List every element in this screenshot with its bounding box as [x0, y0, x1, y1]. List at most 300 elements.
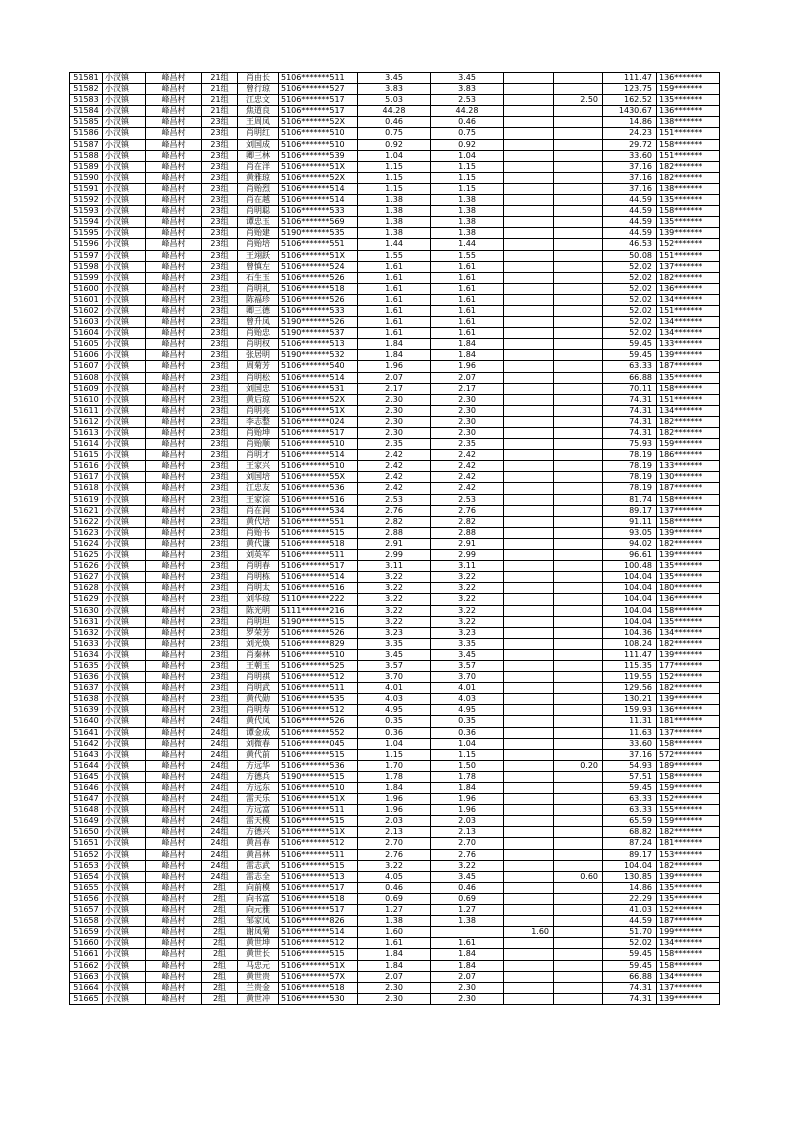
area-c-cell	[554, 816, 603, 827]
village-cell: 峰昌村	[146, 317, 202, 328]
area-b-cell	[504, 794, 554, 805]
table-row	[70, 738, 720, 749]
group-cell: 23组	[202, 660, 238, 671]
town-cell: 小汊镇	[103, 439, 146, 450]
town-cell: 小汊镇	[103, 228, 146, 239]
area-total-cell: 1.84	[358, 960, 431, 971]
area-b-cell	[504, 283, 554, 294]
village-cell: 峰昌村	[146, 84, 202, 95]
village-cell: 峰昌村	[146, 95, 202, 106]
town-cell: 小汊镇	[103, 472, 146, 483]
area-total-cell: 3.22	[358, 594, 431, 605]
area-b-cell	[504, 416, 554, 427]
amount-cell: 11.31	[603, 716, 657, 727]
table-row	[70, 161, 720, 172]
area-total-cell: 4.01	[358, 683, 431, 694]
phone-number-cell: 130*******	[657, 472, 720, 483]
area-a-cell: 2.30	[431, 405, 504, 416]
group-cell: 23组	[202, 505, 238, 516]
area-b-cell	[504, 505, 554, 516]
row-number-cell: 51657	[70, 905, 103, 916]
village-cell: 峰昌村	[146, 527, 202, 538]
area-total-cell: 1.38	[358, 217, 431, 228]
area-b-cell	[504, 95, 554, 106]
town-cell: 小汊镇	[103, 450, 146, 461]
area-total-cell: 1.84	[358, 949, 431, 960]
phone-number-cell: 135*******	[657, 195, 720, 206]
village-cell: 峰昌村	[146, 905, 202, 916]
phone-number-cell: 152*******	[657, 672, 720, 683]
town-cell: 小汊镇	[103, 317, 146, 328]
area-b-cell	[504, 716, 554, 727]
person-name-cell: 谢凤菊	[238, 927, 279, 938]
town-cell: 小汊镇	[103, 971, 146, 982]
table-row	[70, 749, 720, 760]
row-number-cell: 51639	[70, 705, 103, 716]
amount-cell: 63.33	[603, 805, 657, 816]
area-c-cell	[554, 594, 603, 605]
area-c-cell	[554, 583, 603, 594]
area-b-cell	[504, 838, 554, 849]
group-cell: 23组	[202, 516, 238, 527]
area-c-cell	[554, 949, 603, 960]
amount-cell: 37.16	[603, 172, 657, 183]
amount-cell: 100.48	[603, 561, 657, 572]
area-b-cell	[504, 228, 554, 239]
id-number-cell: 5106*******527	[279, 84, 358, 95]
area-b-cell	[504, 960, 554, 971]
table-row	[70, 73, 720, 84]
area-a-cell: 1.27	[431, 905, 504, 916]
area-b-cell	[504, 372, 554, 383]
group-cell: 23组	[202, 383, 238, 394]
phone-number-cell: 136*******	[657, 73, 720, 84]
person-name-cell: 黄昌林	[238, 849, 279, 860]
id-number-cell: 5190*******515	[279, 771, 358, 782]
phone-number-cell: 151*******	[657, 250, 720, 261]
person-name-cell: 雷志全	[238, 871, 279, 882]
area-b-cell	[504, 705, 554, 716]
phone-number-cell: 139*******	[657, 550, 720, 561]
area-c-cell: 2.50	[554, 95, 603, 106]
id-number-cell: 5106*******510	[279, 139, 358, 150]
person-name-cell: 方远华	[238, 760, 279, 771]
person-name-cell: 肖明寿	[238, 705, 279, 716]
area-c-cell	[554, 916, 603, 927]
area-a-cell: 2.30	[431, 416, 504, 427]
area-total-cell: 0.35	[358, 716, 431, 727]
town-cell: 小汊镇	[103, 272, 146, 283]
group-cell: 23组	[202, 638, 238, 649]
town-cell: 小汊镇	[103, 893, 146, 904]
area-b-cell	[504, 594, 554, 605]
area-c-cell	[554, 183, 603, 194]
area-b-cell	[504, 183, 554, 194]
group-cell: 23组	[202, 572, 238, 583]
area-a-cell: 2.07	[431, 971, 504, 982]
area-c-cell	[554, 172, 603, 183]
phone-number-cell: 182*******	[657, 161, 720, 172]
table-row	[70, 239, 720, 250]
amount-cell: 104.04	[603, 594, 657, 605]
area-c-cell	[554, 516, 603, 527]
area-c-cell	[554, 217, 603, 228]
person-name-cell: 黄代培	[238, 516, 279, 527]
person-name-cell: 陈光明	[238, 605, 279, 616]
table-row	[70, 261, 720, 272]
town-cell: 小汊镇	[103, 183, 146, 194]
person-name-cell: 刘华琼	[238, 594, 279, 605]
person-name-cell: 黄世坤	[238, 938, 279, 949]
table-row	[70, 993, 720, 1004]
group-cell: 24组	[202, 860, 238, 871]
person-name-cell: 卿三林	[238, 150, 279, 161]
table-row	[70, 638, 720, 649]
area-total-cell: 3.22	[358, 572, 431, 583]
row-number-cell: 51582	[70, 84, 103, 95]
amount-cell: 37.16	[603, 749, 657, 760]
area-total-cell: 3.70	[358, 672, 431, 683]
phone-number-cell: 158*******	[657, 949, 720, 960]
area-c-cell: 0.60	[554, 871, 603, 882]
group-cell: 23组	[202, 538, 238, 549]
town-cell: 小汊镇	[103, 250, 146, 261]
area-c-cell	[554, 239, 603, 250]
village-cell: 峰昌村	[146, 239, 202, 250]
row-number-cell: 51653	[70, 860, 103, 871]
amount-cell: 54.93	[603, 760, 657, 771]
town-cell: 小汊镇	[103, 328, 146, 339]
area-b-cell	[504, 84, 554, 95]
person-name-cell: 黄雅琼	[238, 172, 279, 183]
town-cell: 小汊镇	[103, 638, 146, 649]
area-a-cell: 4.95	[431, 705, 504, 716]
area-c-cell	[554, 694, 603, 705]
person-name-cell: 肖在越	[238, 195, 279, 206]
phone-number-cell: 159*******	[657, 439, 720, 450]
area-total-cell: 2.70	[358, 838, 431, 849]
area-b-cell	[504, 882, 554, 893]
area-b-cell	[504, 294, 554, 305]
area-c-cell	[554, 849, 603, 860]
person-name-cell: 黄昌春	[238, 838, 279, 849]
table-row	[70, 971, 720, 982]
area-total-cell: 1.96	[358, 805, 431, 816]
area-a-cell: 2.35	[431, 439, 504, 450]
amount-cell: 65.59	[603, 816, 657, 827]
person-name-cell: 曾升凤	[238, 317, 279, 328]
amount-cell: 123.75	[603, 84, 657, 95]
row-number-cell: 51593	[70, 206, 103, 217]
table-row	[70, 383, 720, 394]
area-c-cell	[554, 727, 603, 738]
amount-cell: 93.05	[603, 527, 657, 538]
village-cell: 峰昌村	[146, 783, 202, 794]
town-cell: 小汊镇	[103, 938, 146, 949]
area-total-cell: 4.95	[358, 705, 431, 716]
area-c-cell	[554, 927, 603, 938]
person-name-cell: 兰贵金	[238, 982, 279, 993]
area-b-cell	[504, 161, 554, 172]
amount-cell: 1430.67	[603, 106, 657, 117]
area-b-cell	[504, 206, 554, 217]
area-total-cell: 1.55	[358, 250, 431, 261]
table-row	[70, 527, 720, 538]
group-cell: 24组	[202, 760, 238, 771]
area-c-cell	[554, 294, 603, 305]
table-row	[70, 605, 720, 616]
group-cell: 24组	[202, 805, 238, 816]
table-row	[70, 783, 720, 794]
id-number-cell: 5106*******518	[279, 893, 358, 904]
phone-number-cell: 182*******	[657, 272, 720, 283]
village-cell: 峰昌村	[146, 594, 202, 605]
area-b-cell	[504, 738, 554, 749]
phone-number-cell: 159*******	[657, 84, 720, 95]
phone-number-cell: 159*******	[657, 783, 720, 794]
table-row	[70, 672, 720, 683]
person-name-cell: 江忠友	[238, 483, 279, 494]
group-cell: 23组	[202, 161, 238, 172]
area-a-cell	[431, 927, 504, 938]
area-a-cell: 2.99	[431, 550, 504, 561]
group-cell: 24组	[202, 727, 238, 738]
phone-number-cell: 158*******	[657, 383, 720, 394]
area-a-cell: 1.15	[431, 749, 504, 760]
village-cell: 峰昌村	[146, 361, 202, 372]
phone-number-cell: 137*******	[657, 727, 720, 738]
area-b-cell	[504, 627, 554, 638]
area-c-cell	[554, 638, 603, 649]
table-row	[70, 727, 720, 738]
area-c-cell	[554, 150, 603, 161]
amount-cell: 33.60	[603, 738, 657, 749]
table-row	[70, 550, 720, 561]
area-a-cell: 2.30	[431, 993, 504, 1004]
amount-cell: 68.82	[603, 827, 657, 838]
area-c-cell	[554, 439, 603, 450]
amount-cell: 89.17	[603, 505, 657, 516]
town-cell: 小汊镇	[103, 749, 146, 760]
amount-cell: 89.17	[603, 849, 657, 860]
table-row	[70, 716, 720, 727]
id-number-cell: 5106*******551	[279, 239, 358, 250]
person-name-cell: 马忠元	[238, 960, 279, 971]
row-number-cell: 51635	[70, 660, 103, 671]
area-total-cell: 1.15	[358, 172, 431, 183]
amount-cell: 11.63	[603, 727, 657, 738]
area-c-cell	[554, 494, 603, 505]
row-number-cell: 51597	[70, 250, 103, 261]
id-number-cell: 5106*******045	[279, 738, 358, 749]
village-cell: 峰昌村	[146, 439, 202, 450]
area-b-cell	[504, 916, 554, 927]
table-row	[70, 294, 720, 305]
town-cell: 小汊镇	[103, 217, 146, 228]
area-a-cell: 4.03	[431, 694, 504, 705]
phone-number-cell: 187*******	[657, 916, 720, 927]
phone-number-cell: 135*******	[657, 217, 720, 228]
row-number-cell: 51648	[70, 805, 103, 816]
area-c-cell	[554, 317, 603, 328]
town-cell: 小汊镇	[103, 416, 146, 427]
village-cell: 峰昌村	[146, 383, 202, 394]
area-total-cell: 1.84	[358, 350, 431, 361]
row-number-cell: 51660	[70, 938, 103, 949]
area-c-cell	[554, 716, 603, 727]
row-number-cell: 51656	[70, 893, 103, 904]
town-cell: 小汊镇	[103, 794, 146, 805]
group-cell: 24组	[202, 816, 238, 827]
row-number-cell: 51646	[70, 783, 103, 794]
town-cell: 小汊镇	[103, 84, 146, 95]
village-cell: 峰昌村	[146, 139, 202, 150]
phone-number-cell: 151*******	[657, 128, 720, 139]
row-number-cell: 51642	[70, 738, 103, 749]
amount-cell: 115.35	[603, 660, 657, 671]
row-number-cell: 51614	[70, 439, 103, 450]
table-row	[70, 117, 720, 128]
id-number-cell: 5106*******511	[279, 683, 358, 694]
table-row	[70, 572, 720, 583]
id-number-cell: 5106*******531	[279, 383, 358, 394]
amount-cell: 78.19	[603, 461, 657, 472]
town-cell: 小汊镇	[103, 505, 146, 516]
id-number-cell: 5106*******515	[279, 860, 358, 871]
row-number-cell: 51588	[70, 150, 103, 161]
area-total-cell: 1.96	[358, 794, 431, 805]
village-cell: 峰昌村	[146, 328, 202, 339]
phone-number-cell: 135*******	[657, 893, 720, 904]
amount-cell: 111.47	[603, 649, 657, 660]
area-total-cell: 2.30	[358, 428, 431, 439]
phone-number-cell: 151*******	[657, 305, 720, 316]
table-row	[70, 849, 720, 860]
id-number-cell: 5106*******510	[279, 128, 358, 139]
area-b-cell	[504, 239, 554, 250]
row-number-cell: 51636	[70, 672, 103, 683]
village-cell: 峰昌村	[146, 727, 202, 738]
village-cell: 峰昌村	[146, 461, 202, 472]
phone-number-cell: 187*******	[657, 361, 720, 372]
phone-number-cell: 182*******	[657, 638, 720, 649]
area-b-cell	[504, 261, 554, 272]
phone-number-cell: 134*******	[657, 328, 720, 339]
phone-number-cell: 139*******	[657, 350, 720, 361]
person-name-cell: 黄世长	[238, 949, 279, 960]
row-number-cell: 51649	[70, 816, 103, 827]
id-number-cell: 5106*******024	[279, 416, 358, 427]
village-cell: 峰昌村	[146, 849, 202, 860]
village-cell: 峰昌村	[146, 871, 202, 882]
amount-cell: 66.88	[603, 372, 657, 383]
id-number-cell: 5106*******51X	[279, 794, 358, 805]
person-name-cell: 肖贻建	[238, 228, 279, 239]
phone-number-cell: 180*******	[657, 583, 720, 594]
amount-cell: 59.45	[603, 949, 657, 960]
group-cell: 23组	[202, 627, 238, 638]
id-number-cell: 5106*******51X	[279, 250, 358, 261]
row-number-cell: 51665	[70, 993, 103, 1004]
person-name-cell: 邹家凤	[238, 916, 279, 927]
village-cell: 峰昌村	[146, 760, 202, 771]
area-total-cell: 0.36	[358, 727, 431, 738]
person-name-cell: 王翊跃	[238, 250, 279, 261]
row-number-cell: 51641	[70, 727, 103, 738]
row-number-cell: 51625	[70, 550, 103, 561]
area-c-cell	[554, 472, 603, 483]
row-number-cell: 51647	[70, 794, 103, 805]
area-c-cell	[554, 660, 603, 671]
village-cell: 峰昌村	[146, 339, 202, 350]
group-cell: 23组	[202, 217, 238, 228]
village-cell: 峰昌村	[146, 982, 202, 993]
id-number-cell: 5190*******535	[279, 228, 358, 239]
row-number-cell: 51664	[70, 982, 103, 993]
amount-cell: 74.31	[603, 416, 657, 427]
area-b-cell	[504, 694, 554, 705]
area-a-cell: 1.38	[431, 228, 504, 239]
id-number-cell: 5106*******51X	[279, 960, 358, 971]
row-number-cell: 51594	[70, 217, 103, 228]
area-c-cell	[554, 328, 603, 339]
table-row	[70, 339, 720, 350]
group-cell: 23组	[202, 616, 238, 627]
area-c-cell	[554, 361, 603, 372]
area-a-cell: 1.78	[431, 771, 504, 782]
person-name-cell: 肖明红	[238, 128, 279, 139]
area-total-cell: 1.61	[358, 317, 431, 328]
town-cell: 小汊镇	[103, 905, 146, 916]
group-cell: 23组	[202, 183, 238, 194]
group-cell: 2组	[202, 938, 238, 949]
area-a-cell: 1.61	[431, 261, 504, 272]
id-number-cell: 5106*******526	[279, 272, 358, 283]
town-cell: 小汊镇	[103, 550, 146, 561]
group-cell: 2组	[202, 916, 238, 927]
id-number-cell: 5106*******517	[279, 106, 358, 117]
amount-cell: 74.31	[603, 982, 657, 993]
group-cell: 23组	[202, 128, 238, 139]
town-cell: 小汊镇	[103, 150, 146, 161]
person-name-cell: 向元雅	[238, 905, 279, 916]
village-cell: 峰昌村	[146, 816, 202, 827]
town-cell: 小汊镇	[103, 73, 146, 84]
id-number-cell: 5106*******517	[279, 428, 358, 439]
area-b-cell	[504, 638, 554, 649]
area-b-cell	[504, 672, 554, 683]
area-total-cell: 1.38	[358, 206, 431, 217]
area-b-cell	[504, 538, 554, 549]
row-number-cell: 51590	[70, 172, 103, 183]
id-number-cell: 5106*******533	[279, 206, 358, 217]
town-cell: 小汊镇	[103, 372, 146, 383]
person-name-cell: 肖明春	[238, 561, 279, 572]
area-c-cell	[554, 527, 603, 538]
row-number-cell: 51633	[70, 638, 103, 649]
person-name-cell: 肖明权	[238, 339, 279, 350]
amount-cell: 104.04	[603, 860, 657, 871]
row-number-cell: 51604	[70, 328, 103, 339]
area-b-cell	[504, 450, 554, 461]
town-cell: 小汊镇	[103, 383, 146, 394]
area-c-cell	[554, 261, 603, 272]
group-cell: 23组	[202, 683, 238, 694]
row-number-cell: 51592	[70, 195, 103, 206]
phone-number-cell: 135*******	[657, 561, 720, 572]
id-number-cell: 5106*******511	[279, 849, 358, 860]
amount-cell: 96.61	[603, 550, 657, 561]
